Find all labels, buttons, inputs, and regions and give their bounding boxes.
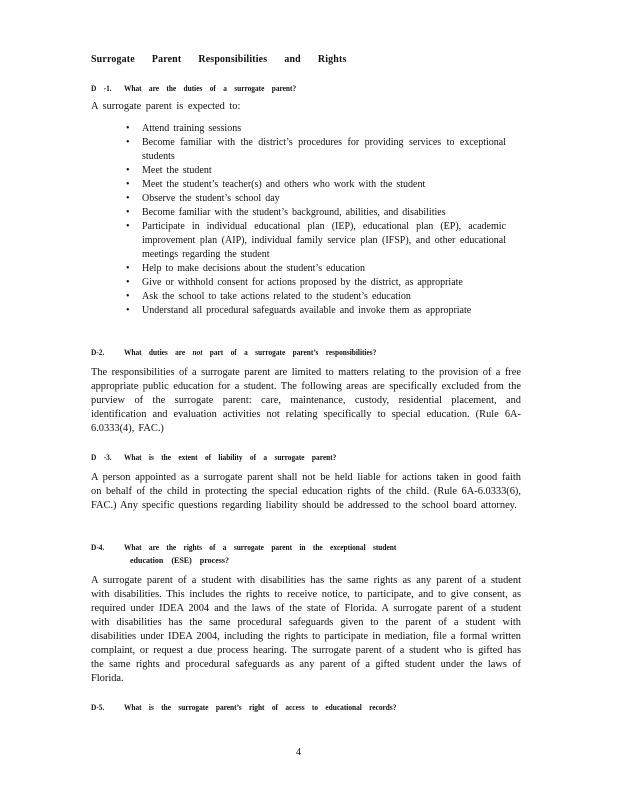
question-heading <box>91 84 296 93</box>
list-item: • Meet the student <box>126 165 212 176</box>
question-number: D -3. <box>91 453 112 462</box>
list-item: • Ask the school to take actions related to the student’s education <box>126 291 411 302</box>
question-heading <box>91 703 396 712</box>
list-item: • Attend training sessions <box>126 123 242 134</box>
list-item: • Participate in individual educational plan (IEP), educational plan (EP), academic improvement plan (AIP), individual family service plan (IFSP), and other educational meetings regarding the student <box>126 221 506 260</box>
question-text: What is the extent of liability of a surrogate parent? <box>123 453 337 462</box>
question-text: What are the rights of a surrogate parent in the exceptional student <box>123 543 397 552</box>
question-number: D-4. <box>91 543 105 552</box>
list-item: • Meet the student’s teacher(s) and others who work with the student <box>126 179 426 190</box>
question-text-post: part of a surrogate parent’s responsibilities? <box>209 348 377 357</box>
list-item: • Understand all procedural safeguards available and invoke them as appropriate <box>126 305 472 316</box>
list-item: • Help to make decisions about the student’s education <box>126 263 365 274</box>
page-title: Surrogate Parent Responsibilities and Rights <box>91 53 347 65</box>
question-number: D -1. <box>91 84 112 93</box>
question-heading <box>91 543 396 552</box>
question-text: What is the surrogate parent’s right of access to educational records? <box>123 703 397 712</box>
question-text: What are the duties of a surrogate parent? <box>123 84 297 93</box>
answer-paragraph: A person appointed as a surrogate parent shall not be held liable for actions taken in good faith on behalf of the child in protecting the special education rights of the child. (Rule 6A-6.0333(6), FAC.) Any specific questions regarding liability should be addressed to the school board attorney. <box>91 472 521 511</box>
duties-list <box>126 122 506 318</box>
answer-paragraph: The responsibilities of a surrogate parent are limited to matters relating to the provision of a free appropriate public education for a student. The following areas are specifically excluded from the purview of the surrogate parent: care, maintenance, custody, residential placement, and identification and evaluation activities not relating specifically to special education. (Rule 6A-6.0333(4), FAC.) <box>91 367 521 434</box>
question-number: D-5. <box>91 703 105 712</box>
page-number: 4 <box>296 747 301 758</box>
list-item: • Become familiar with the student’s background, abilities, and disabilities <box>126 207 446 218</box>
question-text-emphasis: not <box>192 348 203 357</box>
question-number: D-2. <box>91 348 105 357</box>
list-item: • Become familiar with the district’s procedures for providing services to exceptional students <box>126 137 506 162</box>
question-text-pre: What duties are <box>123 348 186 357</box>
question-heading <box>91 348 376 357</box>
question-heading <box>91 453 336 462</box>
intro-text: A surrogate parent is expected to: <box>91 101 241 112</box>
answer-paragraph: A surrogate parent of a student with disabilities has the same rights as any parent of a student with disabilities. This includes the rights to receive notice, to participate, and to give consent, as required under IDEA 2004 and the laws of the state of Florida. A surrogate parent of a student with disabilities has the same procedural safeguards given to the parent of a student with disabilities under IDEA 2004, including the rights to participate in mediation, file a formal written complaint, or request a due process hearing. The surrogate parent of a student who is gifted has the same rights and procedural safeguards as any parent of a gifted student under the laws of Florida. <box>91 575 521 684</box>
question-text-continued: education (ESE) process? <box>130 556 229 565</box>
list-item: • Observe the student’s school day <box>126 193 280 204</box>
list-item: • Give or withhold consent for actions proposed by the district, as appropriate <box>126 277 463 288</box>
